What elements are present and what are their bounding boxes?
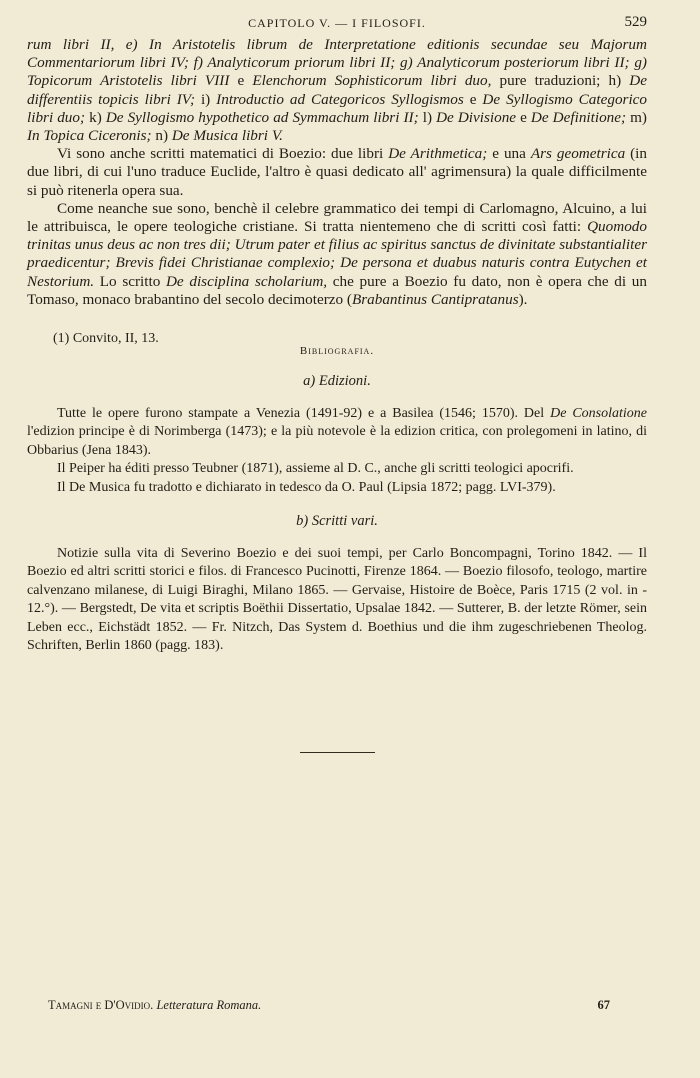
text-span: che pure a Boezio fu dato, non è opera che di un Tomaso, monaco brabantino del secolo decimoterzo ( (27, 272, 647, 308)
latin-title: In Topica Ciceronis; (27, 127, 152, 145)
latin-titles: rum libri II, e) In Aristotelis librum de Interpretatione editionis secundae seu Majorum Commentariorum libri IV; f) Analyticorum priorum libri II; g) Analyticorum posteriorum libri II; g) Topicorum Aristotelis libri VIII (27, 36, 647, 90)
page-number: 529 (624, 14, 647, 30)
section-b-heading-text: b) Scritti vari. (296, 513, 378, 530)
text-span: i) (195, 90, 217, 108)
text-span: n) (151, 127, 172, 145)
text-span: Tutte le opere furono stampate a Venezia (1491-92) e a Basilea (1546; 1570). Del (57, 406, 551, 422)
footer-work-title: Letteratura Romana. (156, 998, 262, 1012)
latin-title: Introductio ad Categoricos Syllogismos (216, 90, 464, 108)
paragraph-theological-works (27, 200, 647, 309)
section-b-heading (27, 513, 647, 530)
section-divider (300, 752, 375, 753)
text-span: e (516, 108, 531, 126)
latin-title: De Syllogismo hypothetico ad Symmachum libri II; (105, 108, 419, 126)
latin-title: De Consolatione (550, 406, 647, 422)
latin-title: De Divisione (436, 108, 517, 126)
latin-title: De disciplina scholarium, (165, 272, 328, 290)
section-a-heading (27, 373, 647, 390)
latin-titles: Quomodo trinitas unus deus ac non tres dii; Utrum pater et filius ac spiritus sanctus de divinitate substantialiter praedicentur; Brevis fidei Christianae complexio; De persona et duabus naturis contra Eutychen et Nestorium. (27, 218, 647, 290)
main-text (27, 36, 647, 309)
text-span: pure traduzioni; h) (491, 72, 630, 90)
latin-title: De Definitione; (530, 108, 627, 126)
latin-title: Brabantinus Cantipratanus (351, 290, 519, 308)
footer-authors: Tamagni e D'Ovidio. (48, 998, 154, 1012)
various-writings-text (27, 545, 647, 655)
signature-mark: 67 (597, 998, 610, 1012)
text-span: ). (518, 290, 528, 308)
running-head (27, 14, 647, 36)
text-span: (in due libri, di cui l'uno traduce Euclide, l'altro è quasi dedicato all' agrimensura) la quale difficilmente si può ritenerla opera sua. (27, 145, 647, 199)
editions-paragraph-3: Il De Musica fu tradotto e dichiarato in tedesco da O. Paul (Lipsia 1872; pagg. LVI-379). (57, 479, 556, 495)
latin-title: Elenchorum Sophisticorum libri duo, (252, 72, 492, 90)
text-span: k) (85, 108, 106, 126)
page (27, 14, 647, 753)
latin-title: De Arithmetica; (388, 145, 488, 163)
latin-title: De differentiis topicis libri IV; (27, 72, 647, 108)
text-span: e (229, 72, 253, 90)
text-span: e (463, 90, 483, 108)
editions-paragraph-2: Il Peiper ha éditi presso Teubner (1871), assieme al D. C., anche gli scritti teologici apocrifi. (57, 461, 574, 477)
editions-paragraph-1 (27, 405, 647, 460)
text-span: Lo scritto (94, 272, 166, 290)
editions-text (27, 405, 647, 497)
footnote: (1) Convito, II, 13. (53, 331, 159, 347)
text-span: Come neanche sue sono, benchè il celebre grammatico dei tempi di Carlomagno, Alcuino, a lui le attribuisca, le opere teologiche cristiane. Si tratta nientemeno che di scritti così fatti: (27, 199, 647, 236)
text-span: m) (626, 108, 647, 126)
text-span: l'edizion principe è di Norimberga (1473); e la più notevole è la edizion critica, con prolegomeni in latino, di Obbarius (Jena 1843). (27, 424, 647, 458)
latin-title: De Syllogismo Categorico libri duo; (27, 90, 648, 126)
running-title: CAPITOLO V. — I FILOSOFI. (248, 16, 426, 30)
text-span: e una (487, 145, 531, 163)
section-a-heading-text: a) Edizioni. (303, 373, 371, 390)
paragraph-mathematical-works (27, 145, 647, 200)
latin-title: Ars geometrica (530, 145, 626, 163)
paragraph-works-list (27, 36, 647, 145)
various-writings-paragraph: Notizie sulla vita di Severino Boezio e dei suoi tempi, per Carlo Boncompagni, Torino 1842. — Il Boezio ed altri scritti storici e filos. di Francesco Pucinotti, Firenze 1864. — Boezio filosofo, teologo, martire calvenzano milanese, di Luigi Biraghi, Milano 1865. — Gervaise, Histoire de Boèce, Paris 1715 (2 vol. in - 12.°). — Bergstedt, De vita et scriptis Boëthii Dissertatio, Upsalae 1842. — Sutterer, B. der letzte Römer, sein Leben ecc., Eichstädt 1852. — Fr. Nitzch, Das System d. Boethius und die ihm zugeschriebenen Theolog. Schriften, Berlin 1860 (pagg. 183). (27, 546, 647, 654)
text-span: Vi sono anche scritti matematici di Boezio: due libri (57, 145, 389, 163)
text-span: l) (418, 108, 437, 126)
footer-imprint (48, 998, 261, 1013)
latin-title: De Musica libri V. (171, 127, 283, 145)
bibliography-heading: Bibliografia. (299, 345, 375, 358)
